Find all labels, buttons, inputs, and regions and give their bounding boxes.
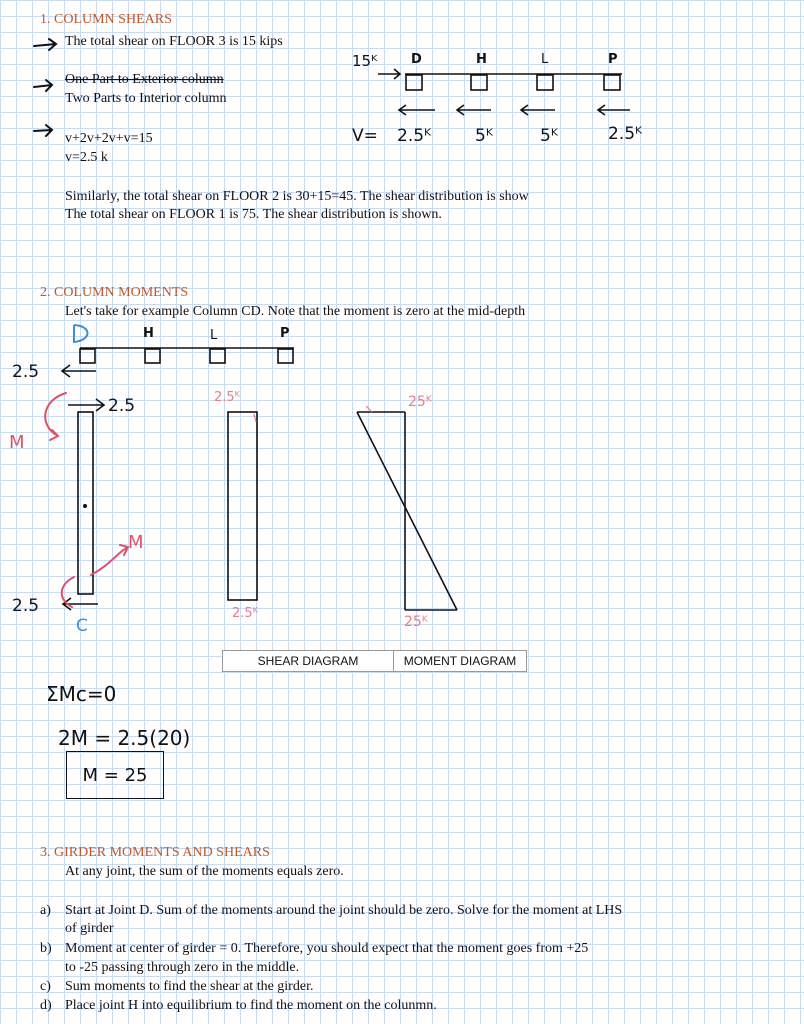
section1-line2: One Part to Exterior column xyxy=(65,72,224,87)
list-marker-d: d) xyxy=(40,998,52,1013)
s2-shear-left-top: 2.5 xyxy=(12,362,40,382)
sketch1-joint-l: L xyxy=(541,52,549,67)
section1-para1: Similarly, the total shear on FLOOR 2 is 30+15=45. The shear distribution is show xyxy=(65,189,529,204)
list-item-d: Place joint H into equilibrium to find the moment on the colunmn. xyxy=(65,998,437,1013)
section1-heading: 1. COLUMN SHEARS xyxy=(40,12,172,27)
sketch1-shear-l: 5ᴷ xyxy=(540,126,558,146)
sketch1-joint-p: P xyxy=(608,52,618,67)
shear-diagram-bottom-value: 2.5ᴷ xyxy=(232,606,259,621)
list-item-a-cont: of girder xyxy=(65,921,114,936)
moment-diagram-top-value: 25ᴷ xyxy=(408,394,432,410)
list-item-c: Sum moments to find the shear at the girder. xyxy=(65,979,314,994)
s2-joint-h: H xyxy=(143,326,154,341)
s2-joint-c: C xyxy=(76,616,88,636)
list-marker-c: c) xyxy=(40,979,51,994)
section3-heading: 3. GIRDER MOMENTS AND SHEARS xyxy=(40,845,270,860)
sketch1-joint-h: H xyxy=(476,52,487,67)
sketch1-joint-d: D xyxy=(411,52,422,67)
section1-para2: The total shear on FLOOR 1 is 75. The shear distribution is shown. xyxy=(65,207,442,222)
list-marker-a: a) xyxy=(40,903,51,918)
equation-sum-moments: ΣMc=0 xyxy=(46,682,117,706)
sketch1-v-label: V= xyxy=(352,126,378,146)
sketch1-shear-h: 5ᴷ xyxy=(475,126,493,146)
midpoint-dot xyxy=(83,504,87,508)
s2-shear-right-top: 2.5 xyxy=(108,396,136,416)
s2-joint-p: P xyxy=(280,326,290,341)
sketch1-shear-d: 2.5ᴷ xyxy=(397,126,432,146)
section1-line1: The total shear on FLOOR 3 is 15 kips xyxy=(65,34,283,49)
list-item-b: Moment at center of girder = 0. Therefore, you should expect that the moment goes from +25 xyxy=(65,941,589,956)
sketch1-shear-p: 2.5ᴷ xyxy=(608,124,643,144)
moment-diagram-caption: MOMENT DIAGRAM xyxy=(393,650,527,672)
section2-line1: Let's take for example Column CD. Note that the moment is zero at the mid-depth xyxy=(65,304,526,319)
shear-diagram-top-value: 2.5ᴷ xyxy=(214,390,241,405)
s2-moment-label-top: M xyxy=(9,432,25,453)
section1-line3: Two Parts to Interior column xyxy=(65,91,227,106)
section1-eq2: v=2.5 k xyxy=(65,150,108,165)
list-item-b-cont: to -25 passing through zero in the middle. xyxy=(65,960,300,975)
section2-heading: 2. COLUMN MOMENTS xyxy=(40,285,189,300)
list-item-a: Start at Joint D. Sum of the moments around the joint should be zero. Solve for the moment at LHS xyxy=(65,903,623,918)
section1-eq1: v+2v+2v+v=15 xyxy=(65,131,153,146)
equation-result: M = 25 xyxy=(82,764,148,786)
s2-shear-left-bottom: 2.5 xyxy=(12,596,40,616)
list-marker-b: b) xyxy=(40,941,52,956)
equation-result-box xyxy=(66,751,164,799)
moment-diagram-bottom-value: 25ᴷ xyxy=(404,614,428,630)
section3-line1: At any joint, the sum of the moments equals zero. xyxy=(65,864,344,879)
sketch1-load-label: 15ᴷ xyxy=(352,52,378,70)
equation-moment: 2M = 2.5(20) xyxy=(58,726,191,750)
s2-joint-l: L xyxy=(210,328,218,343)
s2-moment-label-bottom: M xyxy=(128,532,144,553)
shear-diagram-caption: SHEAR DIAGRAM xyxy=(222,650,394,672)
